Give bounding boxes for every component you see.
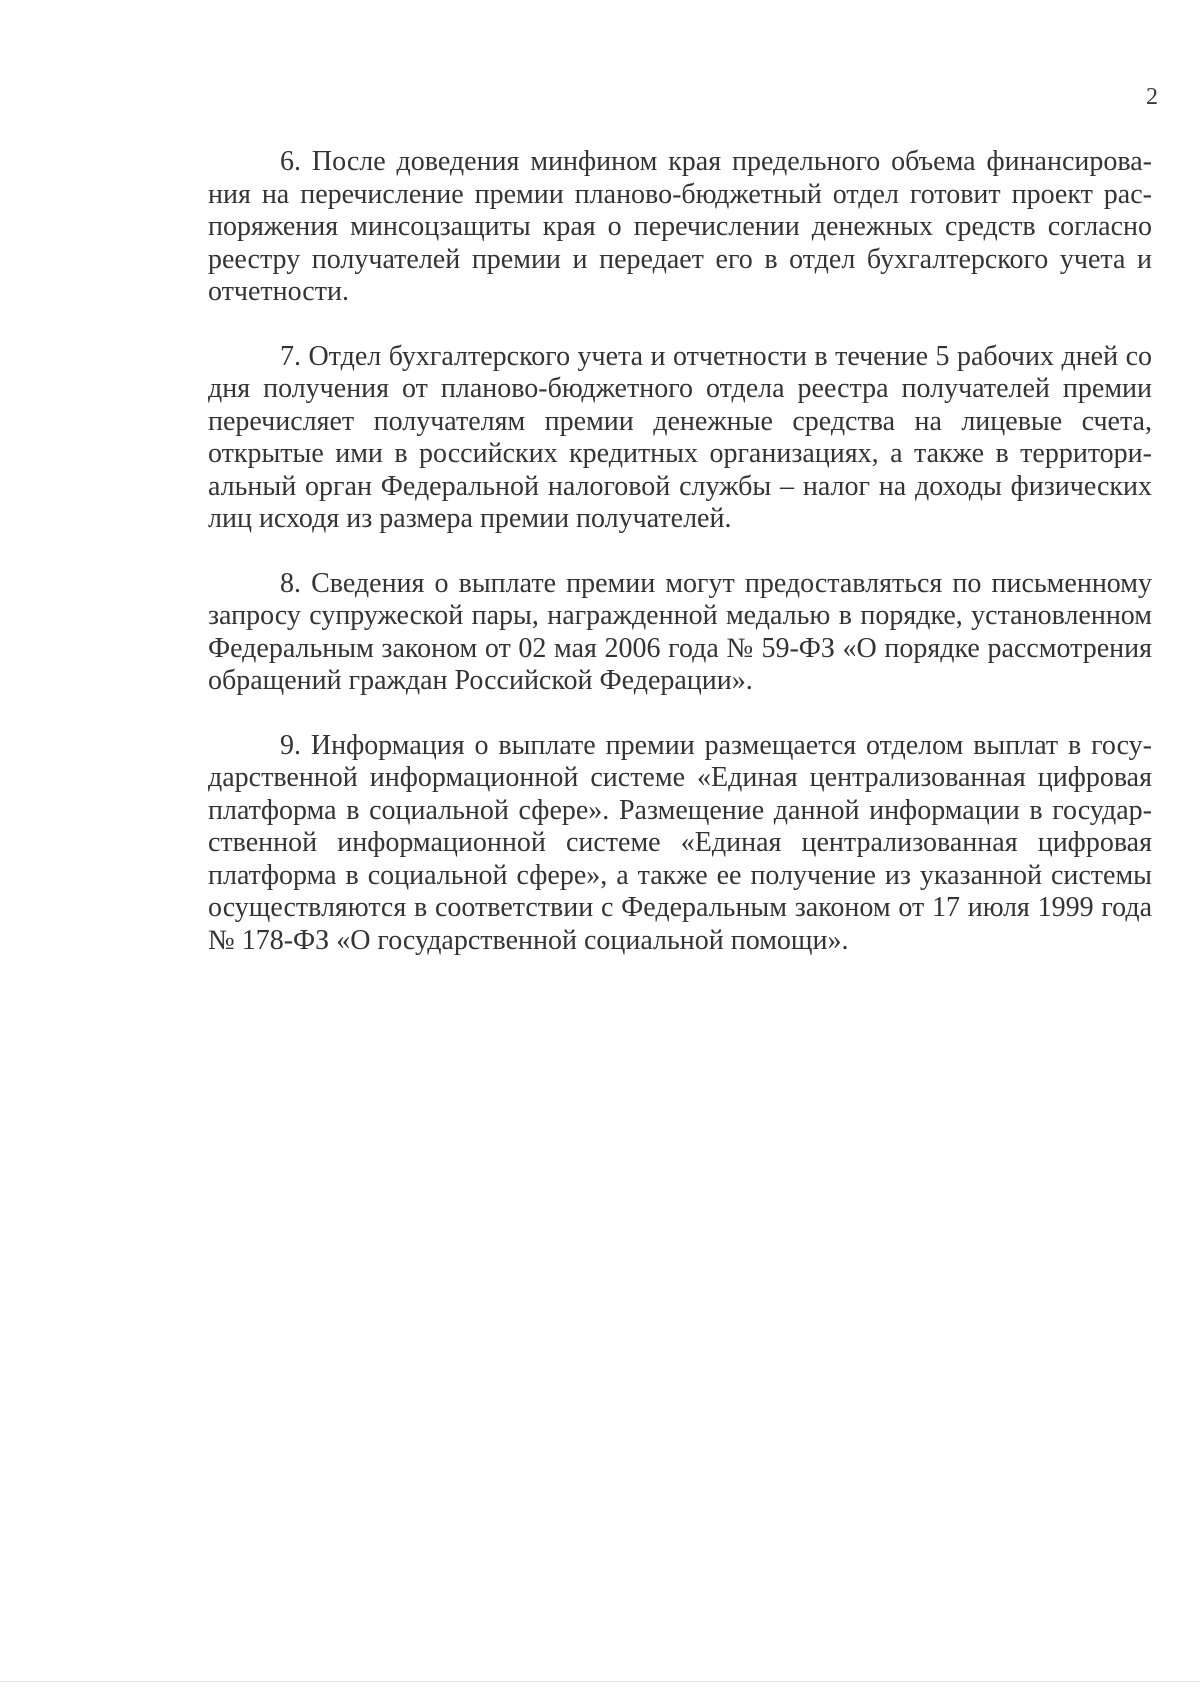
document-body (208, 146, 1152, 989)
paragraph-9: 9. Информация о выплате премии размещается отделом выплат в государственной информационной системе «Единая централизованная цифровая платформа в социальной сфере». Размещение данной информации в государственной информационной системе «Единая централизованная цифровая платформа в социальной сфере», а также ее получение из указанной системы осуществляются в соответствии с Федеральным законом от 17 июля 1999 года № 178-ФЗ «О государственной социальной помощи». (208, 729, 1152, 956)
paragraph-6: 6. После доведения минфином края предельного объема финансирования на перечисление премии планово-бюджетный отдел готовит проект распоряжения минсоцзащиты края о перечислении денежных средств согласно реестру получателей премии и передает его в отдел бухгалтерского учета и отчетности. (208, 146, 1152, 307)
scan-edge-divider (0, 1681, 1200, 1682)
page-number: 2 (1146, 84, 1158, 110)
paragraph-7: 7. Отдел бухгалтерского учета и отчетности в течение 5 рабочих дней со дня получения от планово-бюджетного отдела реестра получателей премии перечисляет получателям премии денежные средства на лицевые счета, открытые ими в российских кредитных организациях, а также в территориальный орган Федеральной налоговой службы – налог на доходы физических лиц исходя из размера премии получателей. (208, 340, 1152, 534)
paragraph-8: 8. Сведения о выплате премии могут предоставляться по письменному запросу супружеской пары, награжденной медалью в порядке, установленном Федеральным законом от 02 мая 2006 года № 59-ФЗ «О порядке рассмотрения обращений граждан Российской Федерации». (208, 567, 1152, 696)
